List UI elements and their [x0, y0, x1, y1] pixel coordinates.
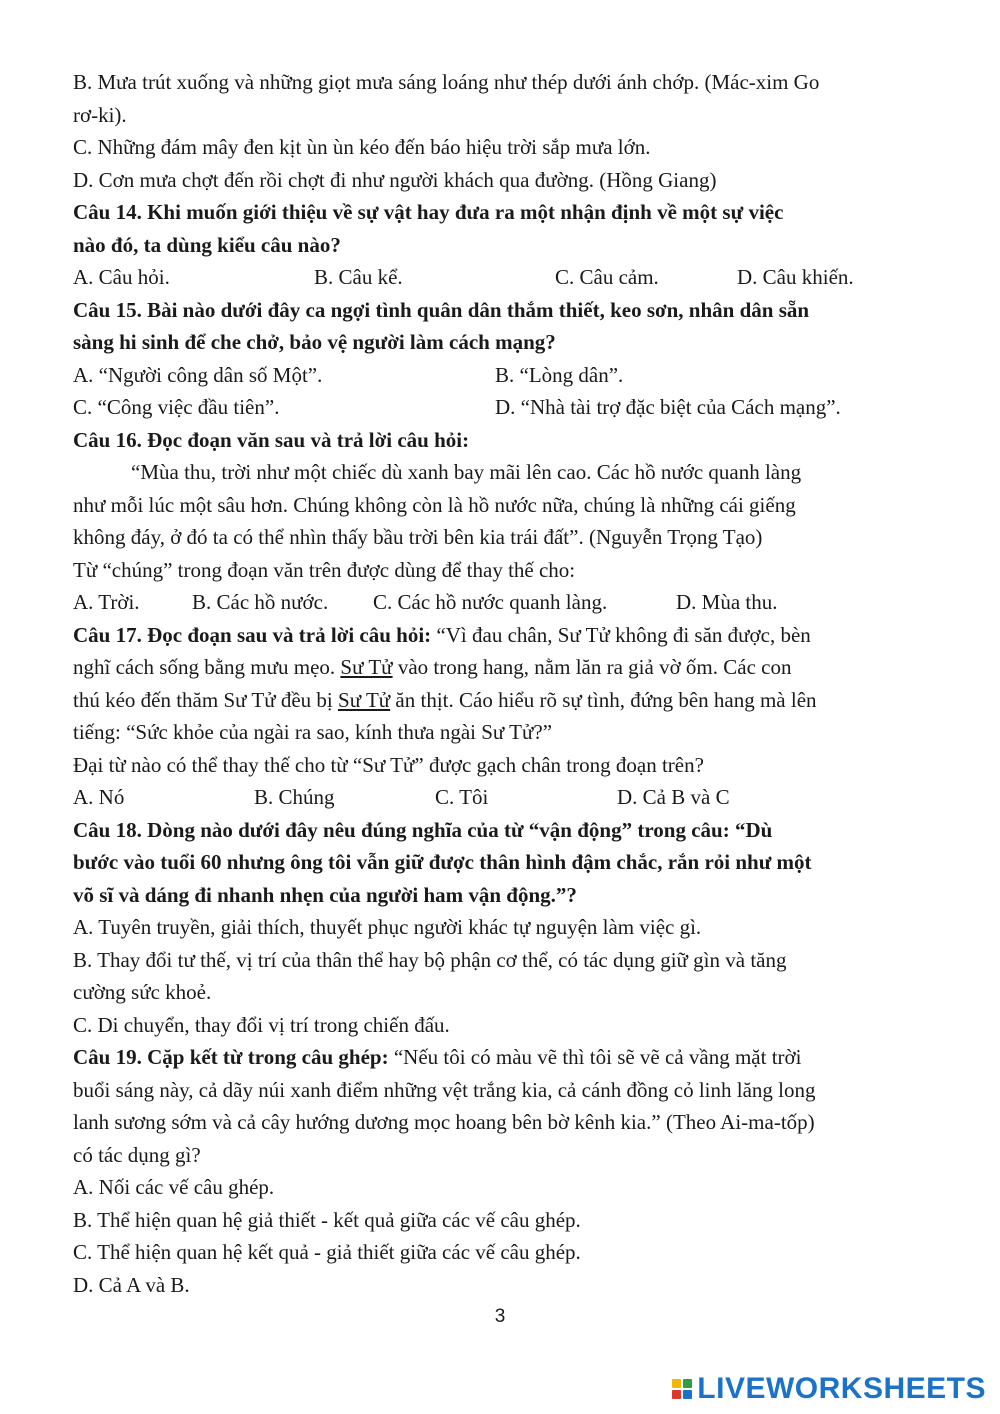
q14-question-cont: nào đó, ta dùng kiểu câu nào? [73, 232, 341, 257]
q13-option-b: B. Mưa trút xuống và những giọt mưa sáng loáng như thép dưới ánh chớp. (Mác-xim Go [73, 70, 820, 94]
q19-question [73, 1041, 931, 1074]
q15-option-b[interactable]: B. “Lòng dân”. [495, 362, 624, 387]
q15-options-row2 [73, 391, 931, 424]
q16-passage-line: không đáy, ở đó ta có thể nhìn thấy bầu trời bên kia trái đất”. (Nguyễn Trọng Tạo) [73, 525, 763, 549]
q17-passage-line: tiếng: “Sức khỏe của ngài ra sao, kính thưa ngài Sư Tử?” [73, 720, 553, 744]
q17-prompt: Đại từ nào có thể thay thế cho từ “Sư Tử” được gạch chân trong đoạn trên? [73, 752, 704, 777]
q15-options-row1 [73, 359, 931, 392]
q17-question [73, 619, 931, 652]
q13-option-b-cont: rơ-ki). [73, 102, 127, 127]
q17-passage-line [73, 684, 931, 717]
q17-option-c[interactable]: C. Tôi [435, 785, 489, 809]
q16-option-b[interactable]: B. Các hồ nước. [192, 590, 329, 614]
q17-passage-line [73, 651, 931, 684]
q19-title: Câu 19. Cặp kết từ trong câu ghép: [73, 1045, 389, 1069]
logo-tile [683, 1379, 692, 1388]
q16-prompt: Từ “chúng” trong đoạn văn trên được dùng để thay thế cho: [73, 557, 576, 582]
logo-tile [683, 1390, 692, 1399]
q19-passage-line: lanh sương sớm và cả cây hướng dương mọc hoang bên bờ kênh kia.” (Theo Ai-ma-tốp) [73, 1110, 815, 1134]
liveworksheets-logo [672, 1372, 986, 1406]
worksheet-page [73, 66, 931, 1301]
q17-option-a[interactable]: A. Nó [73, 785, 125, 809]
liveworksheets-logo-icon [672, 1379, 692, 1399]
logo-tile [672, 1390, 681, 1399]
q17-text: nghĩ cách sống bằng mưu mẹo. [73, 655, 341, 679]
q13-option-c: C. Những đám mây đen kịt ùn ùn kéo đến báo hiệu trời sắp mưa lớn. [73, 135, 651, 159]
q15-option-d[interactable]: D. “Nhà tài trợ đặc biệt của Cách mạng”. [495, 395, 841, 419]
q16-question: Câu 16. Đọc đoạn văn sau và trả lời câu hỏi: [73, 427, 470, 452]
q19-option-c[interactable]: C. Thể hiện quan hệ kết quả - giả thiết giữa các vế câu ghép. [73, 1240, 581, 1264]
q19-option-d[interactable]: D. Cả A và B. [73, 1272, 190, 1297]
q19-option-b[interactable]: B. Thể hiện quan hệ giả thiết - kết quả giữa các vế câu ghép. [73, 1207, 581, 1232]
q19-passage-line: buổi sáng này, cả dãy núi xanh điểm những vệt trắng kia, cả cánh đồng cỏ linh lăng long [73, 1077, 816, 1102]
q17-option-b[interactable]: B. Chúng [254, 785, 335, 809]
q17-underlined-word: Sư Tử [338, 687, 391, 712]
q17-text: thú kéo đến thăm Sư Tử đều bị [73, 687, 339, 712]
q17-text: ăn thịt. Cáo hiểu rõ sự tình, đứng bên hang mà lên [390, 687, 817, 712]
q16-passage-line: “Mùa thu, trời như một chiếc dù xanh bay mãi lên cao. Các hồ nước quanh làng [131, 460, 802, 484]
q14-options [73, 261, 931, 294]
q18-option-c[interactable]: C. Di chuyển, thay đổi vị trí trong chiến đấu. [73, 1012, 450, 1037]
q19-passage-line: có tác dụng gì? [73, 1142, 201, 1167]
page-number: 3 [494, 1306, 506, 1327]
q14-option-c[interactable]: C. Câu cảm. [555, 265, 659, 289]
q18-question-cont: võ sĩ và dáng đi nhanh nhẹn của người ham vận động.”? [73, 882, 577, 907]
q18-question-cont: bước vào tuổi 60 nhưng ông tôi vẫn giữ được thân hình đậm chắc, rắn rỏi như một [73, 850, 812, 874]
q16-passage-line: như mỗi lúc một sâu hơn. Chúng không còn là hồ nước nữa, chúng là những cái giếng [73, 492, 796, 517]
q17-option-d[interactable]: D. Cả B và C [617, 785, 730, 809]
q14-option-d[interactable]: D. Câu khiến. [737, 265, 854, 289]
q15-option-a[interactable]: A. “Người công dân số Một”. [73, 362, 323, 387]
q18-option-a[interactable]: A. Tuyên truyền, giải thích, thuyết phục người khác tự nguyện làm việc gì. [73, 915, 702, 939]
q16-options [73, 586, 931, 619]
q16-option-d[interactable]: D. Mùa thu. [676, 590, 778, 614]
q18-question: Câu 18. Dòng nào dưới đây nêu đúng nghĩa của từ “vận động” trong câu: “Dù [73, 817, 773, 842]
q17-text: vào trong hang, nằm lăn ra giả vờ ốm. Các con [392, 655, 792, 679]
q17-underlined-word: Sư Tử [340, 655, 393, 679]
q16-option-c[interactable]: C. Các hồ nước quanh làng. [373, 590, 608, 614]
q19-option-a[interactable]: A. Nối các vế câu ghép. [73, 1175, 275, 1199]
brand-name: LIVEWORKSHEETS [697, 1372, 986, 1405]
q17-title: Câu 17. Đọc đoạn sau và trả lời câu hỏi: [73, 622, 432, 647]
q17-options [73, 781, 931, 814]
q19-passage-start: “Nếu tôi có màu vẽ thì tôi sẽ vẽ cả vầng mặt trời [388, 1045, 802, 1069]
q18-option-b[interactable]: B. Thay đổi tư thế, vị trí của thân thể hay bộ phận cơ thể, có tác dụng giữ gìn và tăng [73, 947, 787, 972]
q14-question: Câu 14. Khi muốn giới thiệu về sự vật hay đưa ra một nhận định về một sự việc [73, 200, 784, 224]
q15-question: Câu 15. Bài nào dưới đây ca ngợi tình quân dân thắm thiết, keo sơn, nhân dân sẵn [73, 297, 810, 322]
q15-option-c[interactable]: C. “Công việc đầu tiên”. [73, 395, 280, 419]
q15-question-cont: sàng hi sinh để che chở, bảo vệ người làm cách mạng? [73, 330, 556, 354]
q14-option-b[interactable]: B. Câu kể. [314, 265, 403, 289]
q13-option-d: D. Cơn mưa chợt đến rồi chợt đi như người khách qua đường. (Hồng Giang) [73, 167, 717, 192]
q18-option-b-cont[interactable]: cường sức khoẻ. [73, 980, 212, 1004]
q16-option-a[interactable]: A. Trời. [73, 590, 140, 614]
q17-passage-start: “Vì đau chân, Sư Tử không đi săn được, bèn [431, 622, 811, 647]
logo-tile [672, 1379, 681, 1388]
q14-option-a[interactable]: A. Câu hỏi. [73, 265, 170, 289]
